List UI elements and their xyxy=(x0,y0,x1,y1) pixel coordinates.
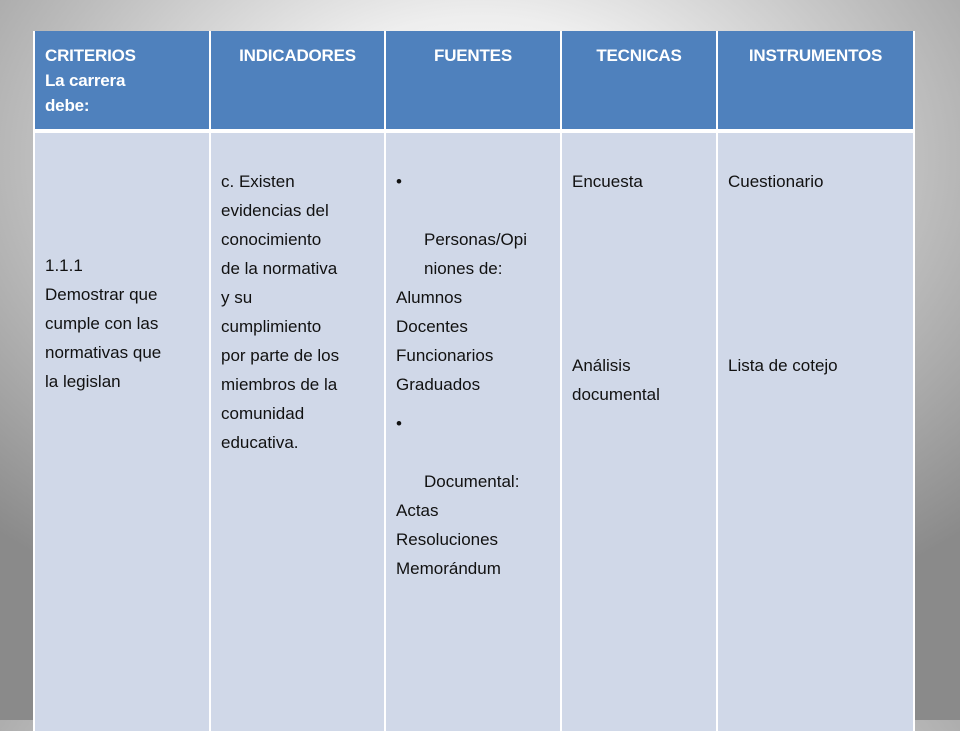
header-row xyxy=(34,31,914,131)
fuentes-bullet-documental-text: Documental: xyxy=(424,472,520,491)
bullet-icon: • xyxy=(396,172,402,191)
header-criterios-line1: CRITERIOS xyxy=(45,46,136,65)
fuentes-bullet-documental xyxy=(396,409,552,496)
header-criterios xyxy=(34,31,210,131)
fuentes-group-personas: Alumnos Docentes Funcionarios Graduados xyxy=(396,288,494,394)
cell-instrumentos xyxy=(717,131,914,731)
cell-criterio xyxy=(34,131,210,731)
header-instrumentos: INSTRUMENTOS xyxy=(717,31,914,131)
cell-indicador xyxy=(210,131,385,731)
evaluation-table xyxy=(33,31,915,731)
tecnicas-item-analisis: Análisis documental xyxy=(572,356,660,404)
fuentes-group-documental: Actas Resoluciones Memorándum xyxy=(396,501,501,578)
table-row xyxy=(34,131,914,731)
instrumentos-item-lista: Lista de cotejo xyxy=(728,356,838,375)
cell-fuentes xyxy=(385,131,561,731)
criterio-text: 1.1.1 Demostrar que cumple con las normativas que la legislan xyxy=(45,256,162,391)
header-tecnicas: TECNICAS xyxy=(561,31,717,131)
fuentes-bullet-personas xyxy=(396,167,552,283)
header-indicadores: INDICADORES xyxy=(210,31,385,131)
header-criterios-line3: debe: xyxy=(45,96,90,115)
fuentes-bullet-personas-text: Personas/Opi niones de: xyxy=(424,230,527,278)
cell-tecnicas xyxy=(561,131,717,731)
instrumentos-item-cuestionario: Cuestionario xyxy=(728,172,824,191)
tecnicas-item-encuesta: Encuesta xyxy=(572,172,643,191)
indicador-text: c. Existen evidencias del conocimiento de la normativa y su cumplimiento por parte de los miembros de la comunidad educativa. xyxy=(221,172,340,452)
header-criterios-line2: La carrera xyxy=(45,71,126,90)
bullet-icon: • xyxy=(396,414,402,433)
header-fuentes: FUENTES xyxy=(385,31,561,131)
